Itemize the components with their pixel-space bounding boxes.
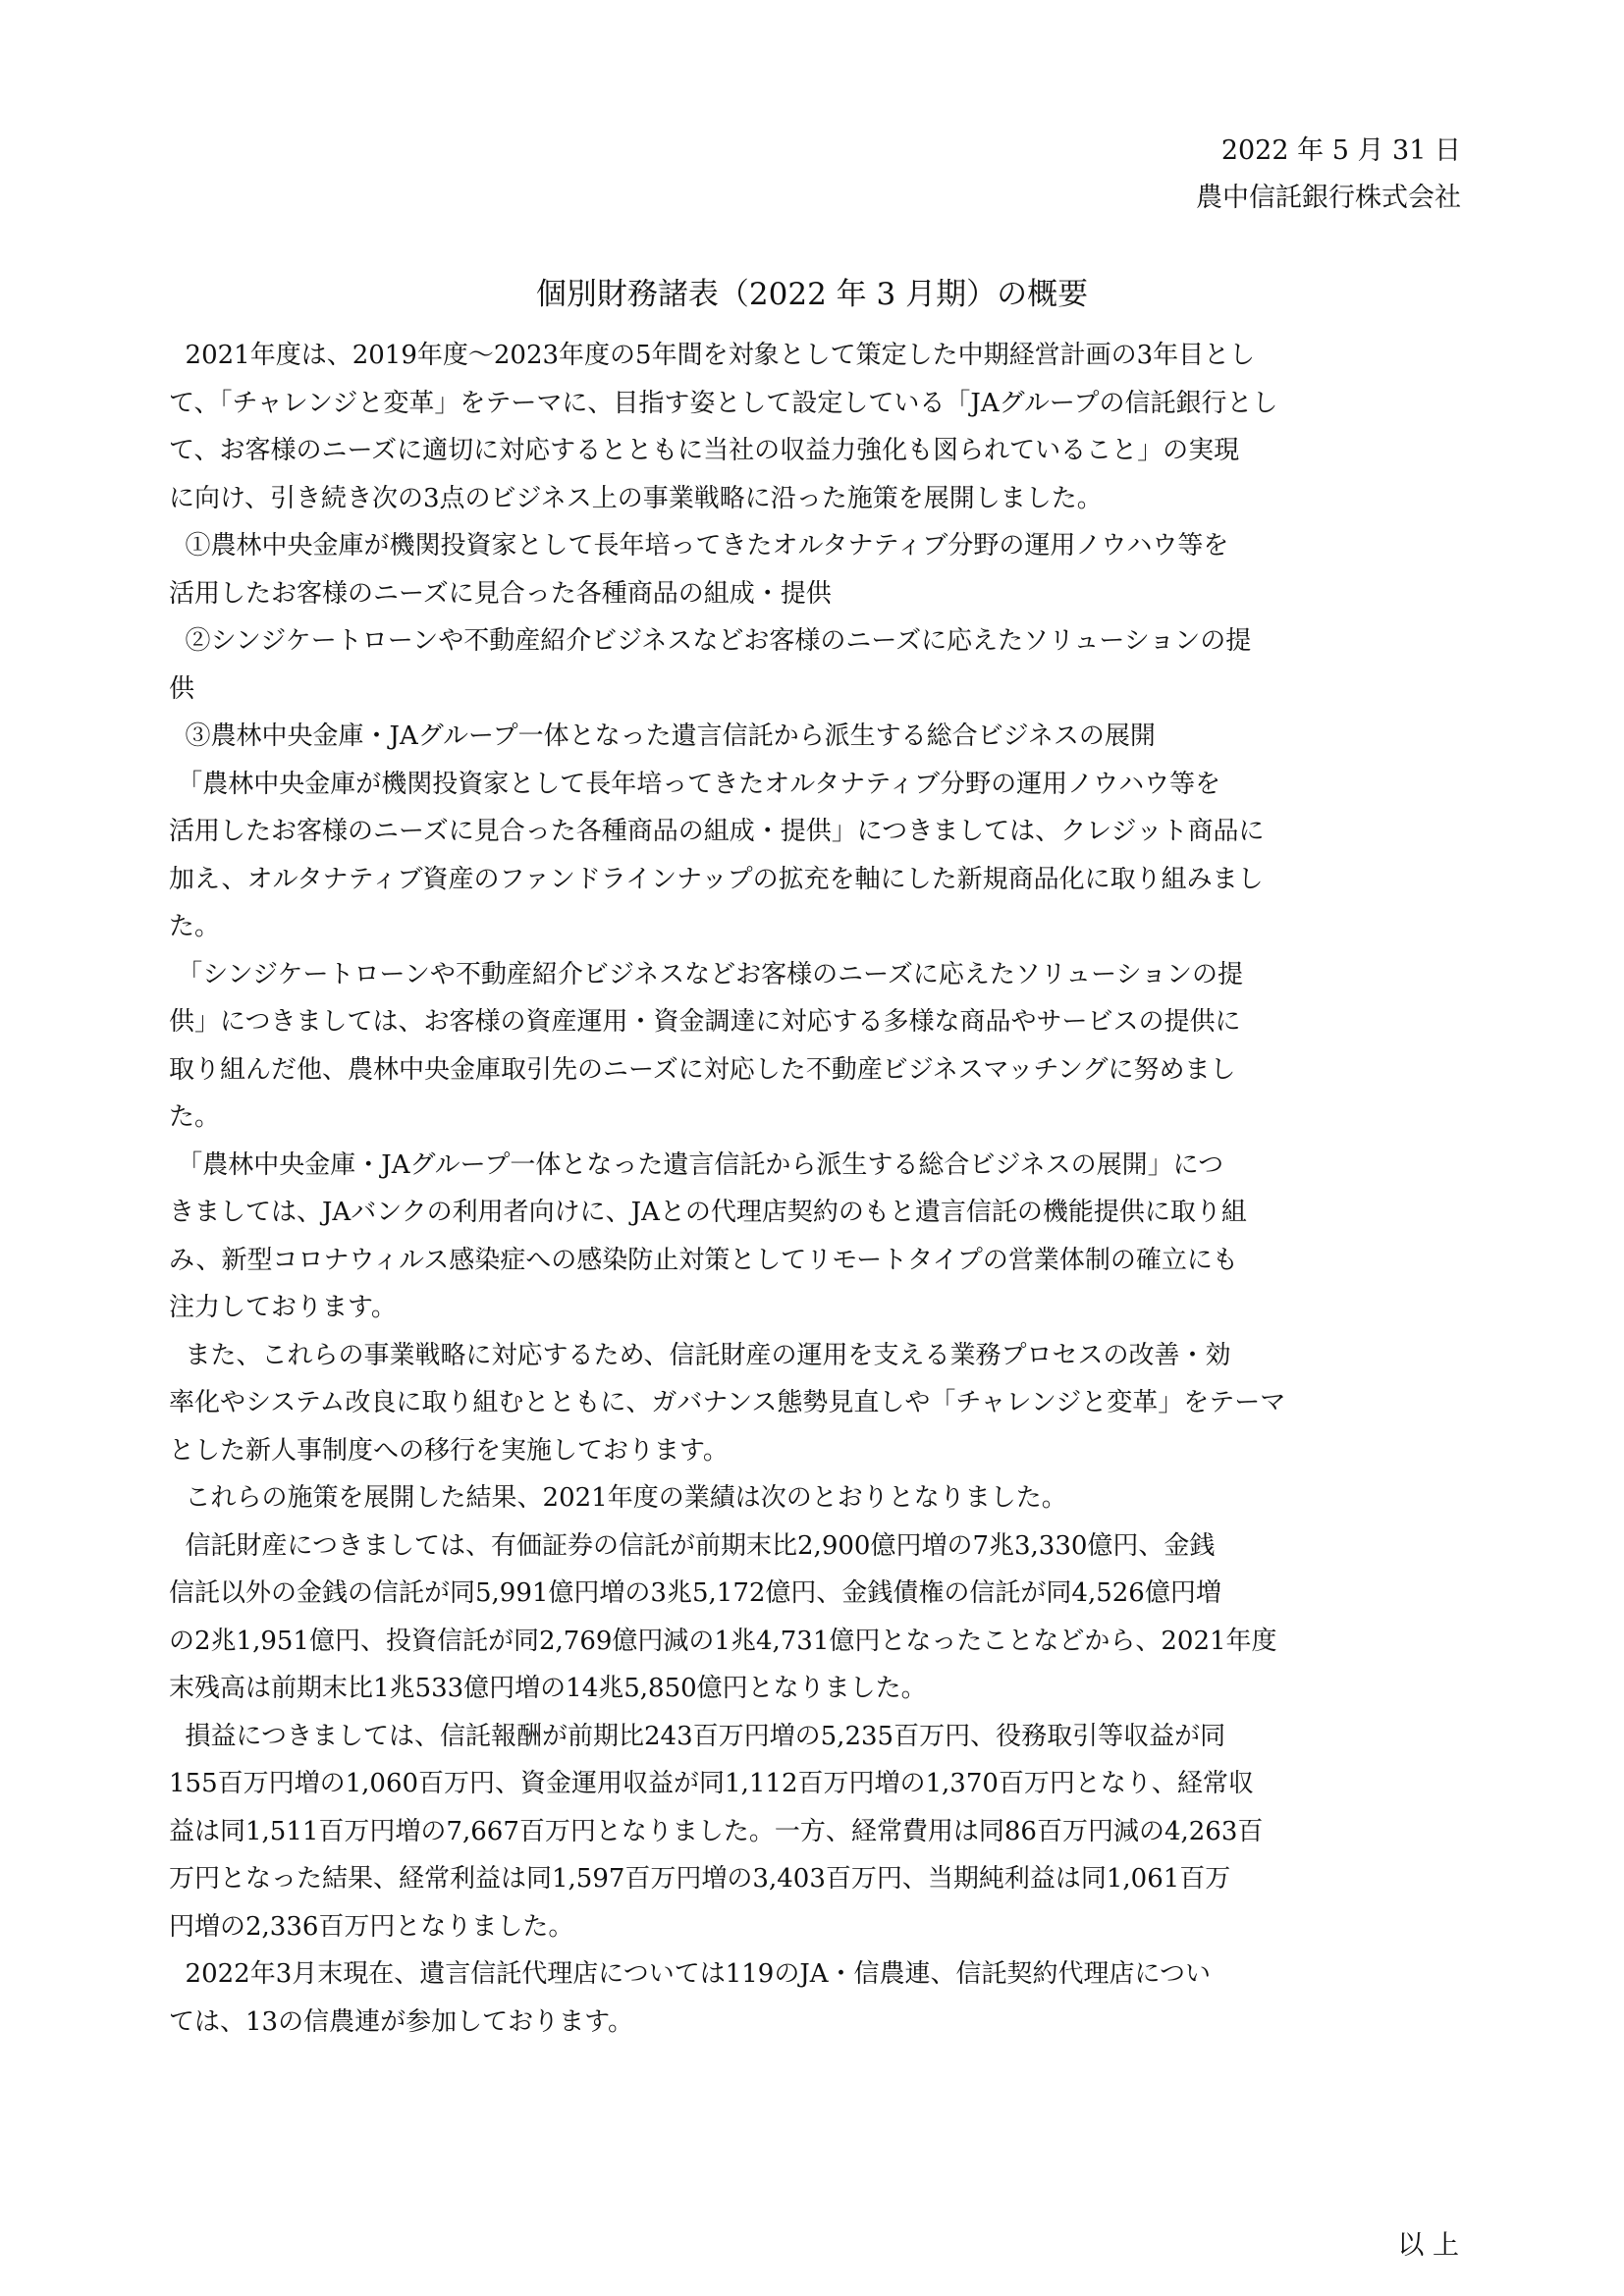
body-line: 供 (169, 673, 195, 704)
body-line: み、新型コロナウィルス感染症への感染防止対策としてリモートタイプの営業体制の確立にも (169, 1245, 1238, 1275)
body-line: ①農林中央金庫が機関投資家として長年培ってきたオルタナティブ分野の運用ノウハウ等を (169, 531, 1229, 561)
document-title: 個別財務諸表（2022 年 3 月期）の概要 (535, 277, 1089, 312)
body-line: 万円となった結果、経常利益は同1,597百万円増の3,403百万円、当期純利益は同1,061百万 (169, 1864, 1231, 1894)
company-name: 農中信託銀行株式会社 (1196, 183, 1461, 213)
body-line: きましては、JAバンクの利用者向けに、JAとの代理店契約のもと遺言信託の機能提供に取り組 (169, 1198, 1247, 1227)
body-line: 信託財産につきましては、有価証券の信託が前期末比2,900億円増の7兆3,330億円、金銭 (169, 1530, 1216, 1561)
body-line: て、お客様のニーズに適切に対応するとともに当社の収益力強化も図られていること」の実現 (169, 436, 1240, 465)
body-line: これらの施策を展開した結果、2021年度の業績は次のとおりとなりました。 (169, 1483, 1067, 1513)
body-line: 155百万円増の1,060百万円、資金運用収益が同1,112百万円増の1,370百万円となり、経常収 (169, 1769, 1254, 1798)
document-body (169, 332, 1457, 2094)
body-line: ③農林中央金庫・JAグループ一体となった遺言信託から派生する総合ビジネスの展開 (169, 721, 1156, 751)
body-line: 損益につきましては、信託報酬が前期比243百万円増の5,235百万円、役務取引等収益が同 (169, 1721, 1226, 1751)
document-date: 2022 年 5 月 31 日 (1220, 135, 1461, 166)
body-line: た。 (169, 1102, 221, 1132)
body-line: に向け、引き続き次の3点のビジネス上の事業戦略に沿った施策を展開しました。 (169, 483, 1103, 513)
body-line: ては、13の信農連が参加しております。 (169, 2006, 634, 2037)
body-line: 2021年度は、2019年度～2023年度の5年間を対象として策定した中期経営計画の3年目とし (169, 341, 1256, 370)
body-line: 「シンジケートローンや不動産紹介ビジネスなどお客様のニーズに応えたソリューションの提 (169, 959, 1244, 989)
closing-mark: 以 上 (1397, 2230, 1459, 2261)
body-line: 信託以外の金銭の信託が同5,991億円増の3兆5,172億円、金銭債権の信託が同4,526億円増 (169, 1578, 1221, 1608)
body-line: の2兆1,951億円、投資信託が同2,769億円減の1兆4,731億円となったことなどから、2021年度 (169, 1626, 1277, 1656)
body-line: また、これらの事業戦略に対応するため、信託財産の運用を支える業務プロセスの改善・効 (169, 1340, 1231, 1370)
body-line: 末残高は前期末比1兆533億円増の14兆5,850億円となりました。 (169, 1674, 927, 1703)
body-line: 率化やシステム改良に取り組むとともに、ガバナンス態勢見直しや「チャレンジと変革」をテーマ (169, 1388, 1286, 1417)
body-line: 供」につきましては、お客様の資産運用・資金調達に対応する多様な商品やサービスの提供に (169, 1007, 1241, 1037)
body-line: 2022年3月末現在、遺言信託代理店については119のJA・信農連、信託契約代理店につい (169, 1959, 1212, 1989)
body-line: 加え、オルタナティブ資産のファンドラインナップの拡充を軸にした新規商品化に取り組みまし (169, 864, 1264, 894)
body-line: た。 (169, 912, 221, 941)
body-line: 取り組んだ他、農林中央金庫取引先のニーズに対応した不動産ビジネスマッチングに努めまし (169, 1054, 1236, 1085)
body-line: 「農林中央金庫が機関投資家として長年培ってきたオルタナティブ分野の運用ノウハウ等を (169, 769, 1221, 799)
body-line: ②シンジケートローンや不動産紹介ビジネスなどお客様のニーズに応えたソリューションの提 (169, 626, 1252, 656)
body-line: 注力しております。 (169, 1293, 397, 1322)
body-line: とした新人事制度への移行を実施しております。 (169, 1435, 729, 1466)
body-line: 活用したお客様のニーズに見合った各種商品の組成・提供 (169, 578, 832, 609)
body-line: 益は同1,511百万円増の7,667百万円となりました。一方、経常費用は同86百万円減の4,263百 (169, 1816, 1264, 1846)
body-line: て、「チャレンジと変革」をテーマに、目指す姿として設定している「JAグループの信託銀行とし (169, 388, 1278, 418)
body-line: 円増の2,336百万円となりました。 (169, 1911, 574, 1942)
body-line: 「農林中央金庫・JAグループ一体となった遺言信託から派生する総合ビジネスの展開」につ (169, 1149, 1224, 1180)
body-line: 活用したお客様のニーズに見合った各種商品の組成・提供」につきましては、クレジット商品に (169, 817, 1265, 846)
body-line (169, 2046, 1457, 2094)
